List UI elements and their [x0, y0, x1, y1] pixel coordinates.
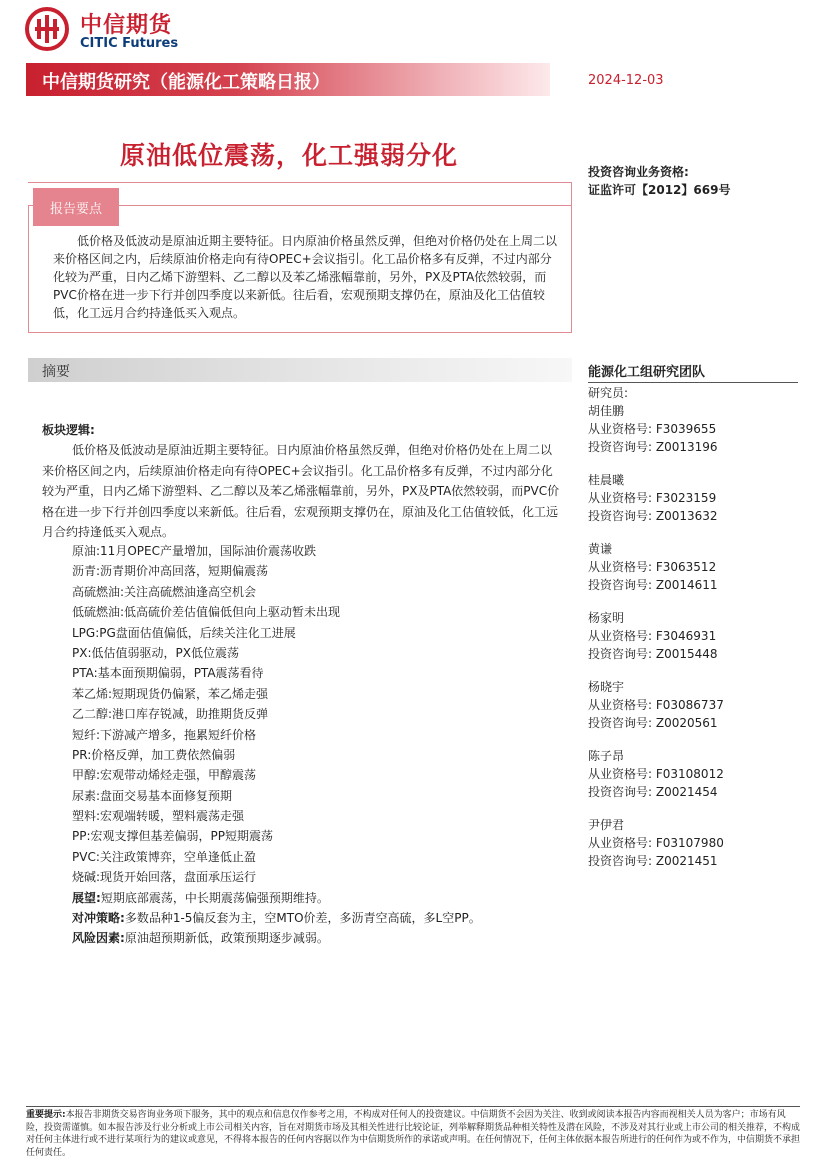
list-item: [72, 847, 572, 867]
item-key: 塑料:: [72, 809, 101, 824]
list-item: [72, 582, 572, 602]
license-number: 证监许可【2012】669号: [588, 183, 731, 197]
risk-text: 原油超预期新低，政策预期逐步减弱。: [124, 931, 329, 946]
summary-label: 摘要: [42, 364, 70, 380]
analyst-name: 尹伊君: [588, 818, 625, 832]
analyst-cert: 从业资格号: F3023159: [588, 491, 717, 505]
summary-bar: [28, 358, 572, 382]
team-divider: [588, 382, 798, 383]
outlook-row: [72, 888, 572, 908]
item-value: 宏观带动烯烃走强，甲醇震荡: [100, 768, 257, 783]
analyst-invest: 投资咨询号: Z0021454: [588, 785, 718, 799]
key-points-text: 低价格及低波动是原油近期主要特征。日内原油价格虽然反弹，但绝对价格仍处在上周二以来价格区间之内，后续原油价格走向有待OPEC+会议指引。化工品价格多有反弹，不过内部分化较为严重，日内乙烯下游塑料、乙二醇以及苯乙烯涨幅靠前，另外，PX及PTA依然较弱，而PVC价格在进一步下行并创四季度以来新低。往后看，宏观预期支撑仍在，原油及化工估值较低，化工远月合约持逢低买入观点。: [53, 234, 558, 320]
item-key: PX:: [72, 645, 92, 660]
commodity-list: [72, 541, 572, 949]
outlook-label: 展望:: [72, 890, 101, 905]
item-value: 下游减产增多，拖累短纤价格: [100, 727, 257, 742]
risk-row: [72, 928, 572, 948]
hedge-text: 多数品种1-5偏反套为主，空MTO价差，多沥青空高硫，多L空PP。: [124, 911, 481, 926]
block-logic-title: 板块逻辑:: [42, 423, 95, 437]
analyst-invest: 投资咨询号: Z0020561: [588, 716, 718, 730]
item-key: 烧碱:: [72, 870, 101, 885]
item-value: 短期现货仍偏紧，苯乙烯走强: [112, 686, 269, 701]
page-title: 原油低位震荡，化工强弱分化: [120, 141, 459, 170]
analyst-invest: 投资咨询号: Z0021451: [588, 854, 718, 868]
risk-label: 风险因素:: [72, 931, 125, 946]
list-item: [72, 643, 572, 663]
item-key: 乙二醇:: [72, 707, 113, 722]
item-key: PR:: [72, 747, 92, 762]
item-value: 宏观端转暖，塑料震荡走强: [100, 809, 245, 824]
list-item: [72, 561, 572, 581]
analyst-invest: 投资咨询号: Z0015448: [588, 647, 718, 661]
item-key: 低硫燃油:: [72, 605, 125, 620]
item-value: 11月OPEC产量增加，国际油价震荡收跌: [100, 544, 316, 558]
item-value: 盘面交易基本面修复预期: [100, 788, 233, 803]
analyst-cert: 从业资格号: F3063512: [588, 560, 717, 574]
analyst-name: 杨晓宇: [588, 680, 625, 694]
item-value: 关注政策博弈，空单逢低止盈: [99, 849, 256, 864]
analyst-invest: 投资咨询号: Z0013632: [588, 509, 718, 523]
list-item: [72, 623, 572, 643]
item-key: PVC:: [72, 849, 100, 864]
researcher-label: 研究员:: [588, 386, 629, 400]
list-item: [72, 786, 572, 806]
analyst-cert: 从业资格号: F3046931: [588, 629, 717, 643]
analyst-cert: 从业资格号: F03086737: [588, 698, 724, 712]
outlook-text: 短期底部震荡，中长期震荡偏强预期维持。: [100, 890, 329, 905]
list-item: [72, 826, 572, 846]
item-key: 沥青:: [72, 564, 101, 579]
report-date: 2024-12-03: [588, 73, 664, 88]
analyst-cert: 从业资格号: F3039655: [588, 422, 717, 436]
item-key: 甲醇:: [72, 768, 101, 783]
item-key: PTA:: [72, 666, 98, 681]
citic-logo-icon: [25, 7, 69, 51]
item-value: 宏观支撑但基差偏弱，PP短期震荡: [90, 829, 273, 844]
disclaimer: [26, 1109, 800, 1159]
item-value: 港口库存锐减，助推期货反弹: [112, 707, 269, 722]
disclaimer-label: 重要提示:: [26, 1110, 66, 1120]
item-key: 尿素:: [72, 788, 101, 803]
analyst-name: 黄谦: [588, 542, 613, 556]
item-value: 低高硫价差估值偏低但向上驱动暂未出现: [124, 605, 341, 620]
list-item: [72, 806, 572, 826]
analyst-cert: 从业资格号: F03107980: [588, 836, 724, 850]
item-value: 关注高硫燃油逢高空机会: [124, 584, 257, 599]
list-item: [72, 765, 572, 785]
item-key: PP:: [72, 829, 91, 844]
list-item: [72, 704, 572, 724]
analyst-invest: 投资咨询号: Z0013196: [588, 440, 718, 454]
analyst-invest: 投资咨询号: Z0014611: [588, 578, 718, 592]
hedge-row: [72, 908, 572, 928]
list-item: [72, 541, 572, 561]
item-value: 价格反弹，加工费依然偏弱: [91, 747, 236, 762]
list-item: [72, 663, 572, 683]
item-value: PG盘面估值偏低，后续关注化工进展: [99, 625, 296, 640]
list-item: [72, 867, 572, 887]
disclaimer-divider: [26, 1106, 800, 1107]
team-title: 能源化工组研究团队: [588, 365, 706, 380]
list-item: [72, 684, 572, 704]
item-value: 现货开始回落，盘面承压运行: [100, 870, 257, 885]
item-key: LPG:: [72, 625, 100, 640]
analyst-name: 杨家明: [588, 611, 625, 625]
item-value: 沥青期价冲高回落，短期偏震荡: [100, 564, 269, 579]
item-key: 高硫燃油:: [72, 584, 125, 599]
list-item: [72, 725, 572, 745]
qualification-label: 投资咨询业务资格:: [588, 165, 689, 179]
analyst-name: 陈子昂: [588, 749, 625, 763]
key-points-tag: 报告要点: [33, 188, 119, 226]
block-logic-paragraph: 低价格及低波动是原油近期主要特征。日内原油价格虽然反弹，但绝对价格仍处在上周二以来价格区间之内，后续原油价格走向有待OPEC+会议指引。化工品价格多有反弹，不过内部分化较为严重，日内乙烯下游塑料、乙二醇以及苯乙烯涨幅靠前，另外，PX及PTA依然较弱，而PVC价格在进一步下行并创四季度以来新低。往后看，宏观预期支撑仍在，原油及化工估值较低，化工远月合约持逢低买入观点。: [42, 443, 560, 539]
list-item: [72, 602, 572, 622]
item-value: 基本面预期偏弱，PTA震荡看待: [97, 666, 264, 681]
analyst-name: 桂晨曦: [588, 473, 625, 487]
hedge-label: 对冲策略:: [72, 911, 125, 926]
list-item: [72, 745, 572, 765]
item-key: 短纤:: [72, 727, 101, 742]
analyst-cert: 从业资格号: F03108012: [588, 767, 724, 781]
logo-text-cn: 中信期货: [80, 13, 173, 38]
analyst-name: 胡佳鹏: [588, 404, 625, 418]
item-key: 原油:: [72, 544, 101, 558]
item-value: 低估值弱驱动，PX低位震荡: [91, 645, 239, 660]
disclaimer-text: 本报告非期货交易咨询业务项下服务，其中的观点和信息仅作参考之用，不构成对任何人的投资建议。中信期货不会因为关注、收到或阅读本报告内容而视相关人员为客户；市场有风险，投资需谨慎。如本报告涉及行业分析或上市公司相关内容，旨在对期货市场及其相关性进行比较论证，列举解释期货品种相关特性及潜在风险，不涉及对其行业或上市公司的相关推荐，不构成对任何主体进行或不进行某项行为的建议或意见，不得将本报告的任何内容据以作为中信期货所作的承诺或声明。在任何情况下，任何主体依据本报告所进行的任何作为或不作为，中信期货不承担任何责任。: [26, 1110, 801, 1158]
item-key: 苯乙烯:: [72, 686, 113, 701]
banner-title: 中信期货研究（能源化工策略日报）: [42, 72, 330, 93]
logo-text-en: CITIC Futures: [80, 36, 179, 51]
